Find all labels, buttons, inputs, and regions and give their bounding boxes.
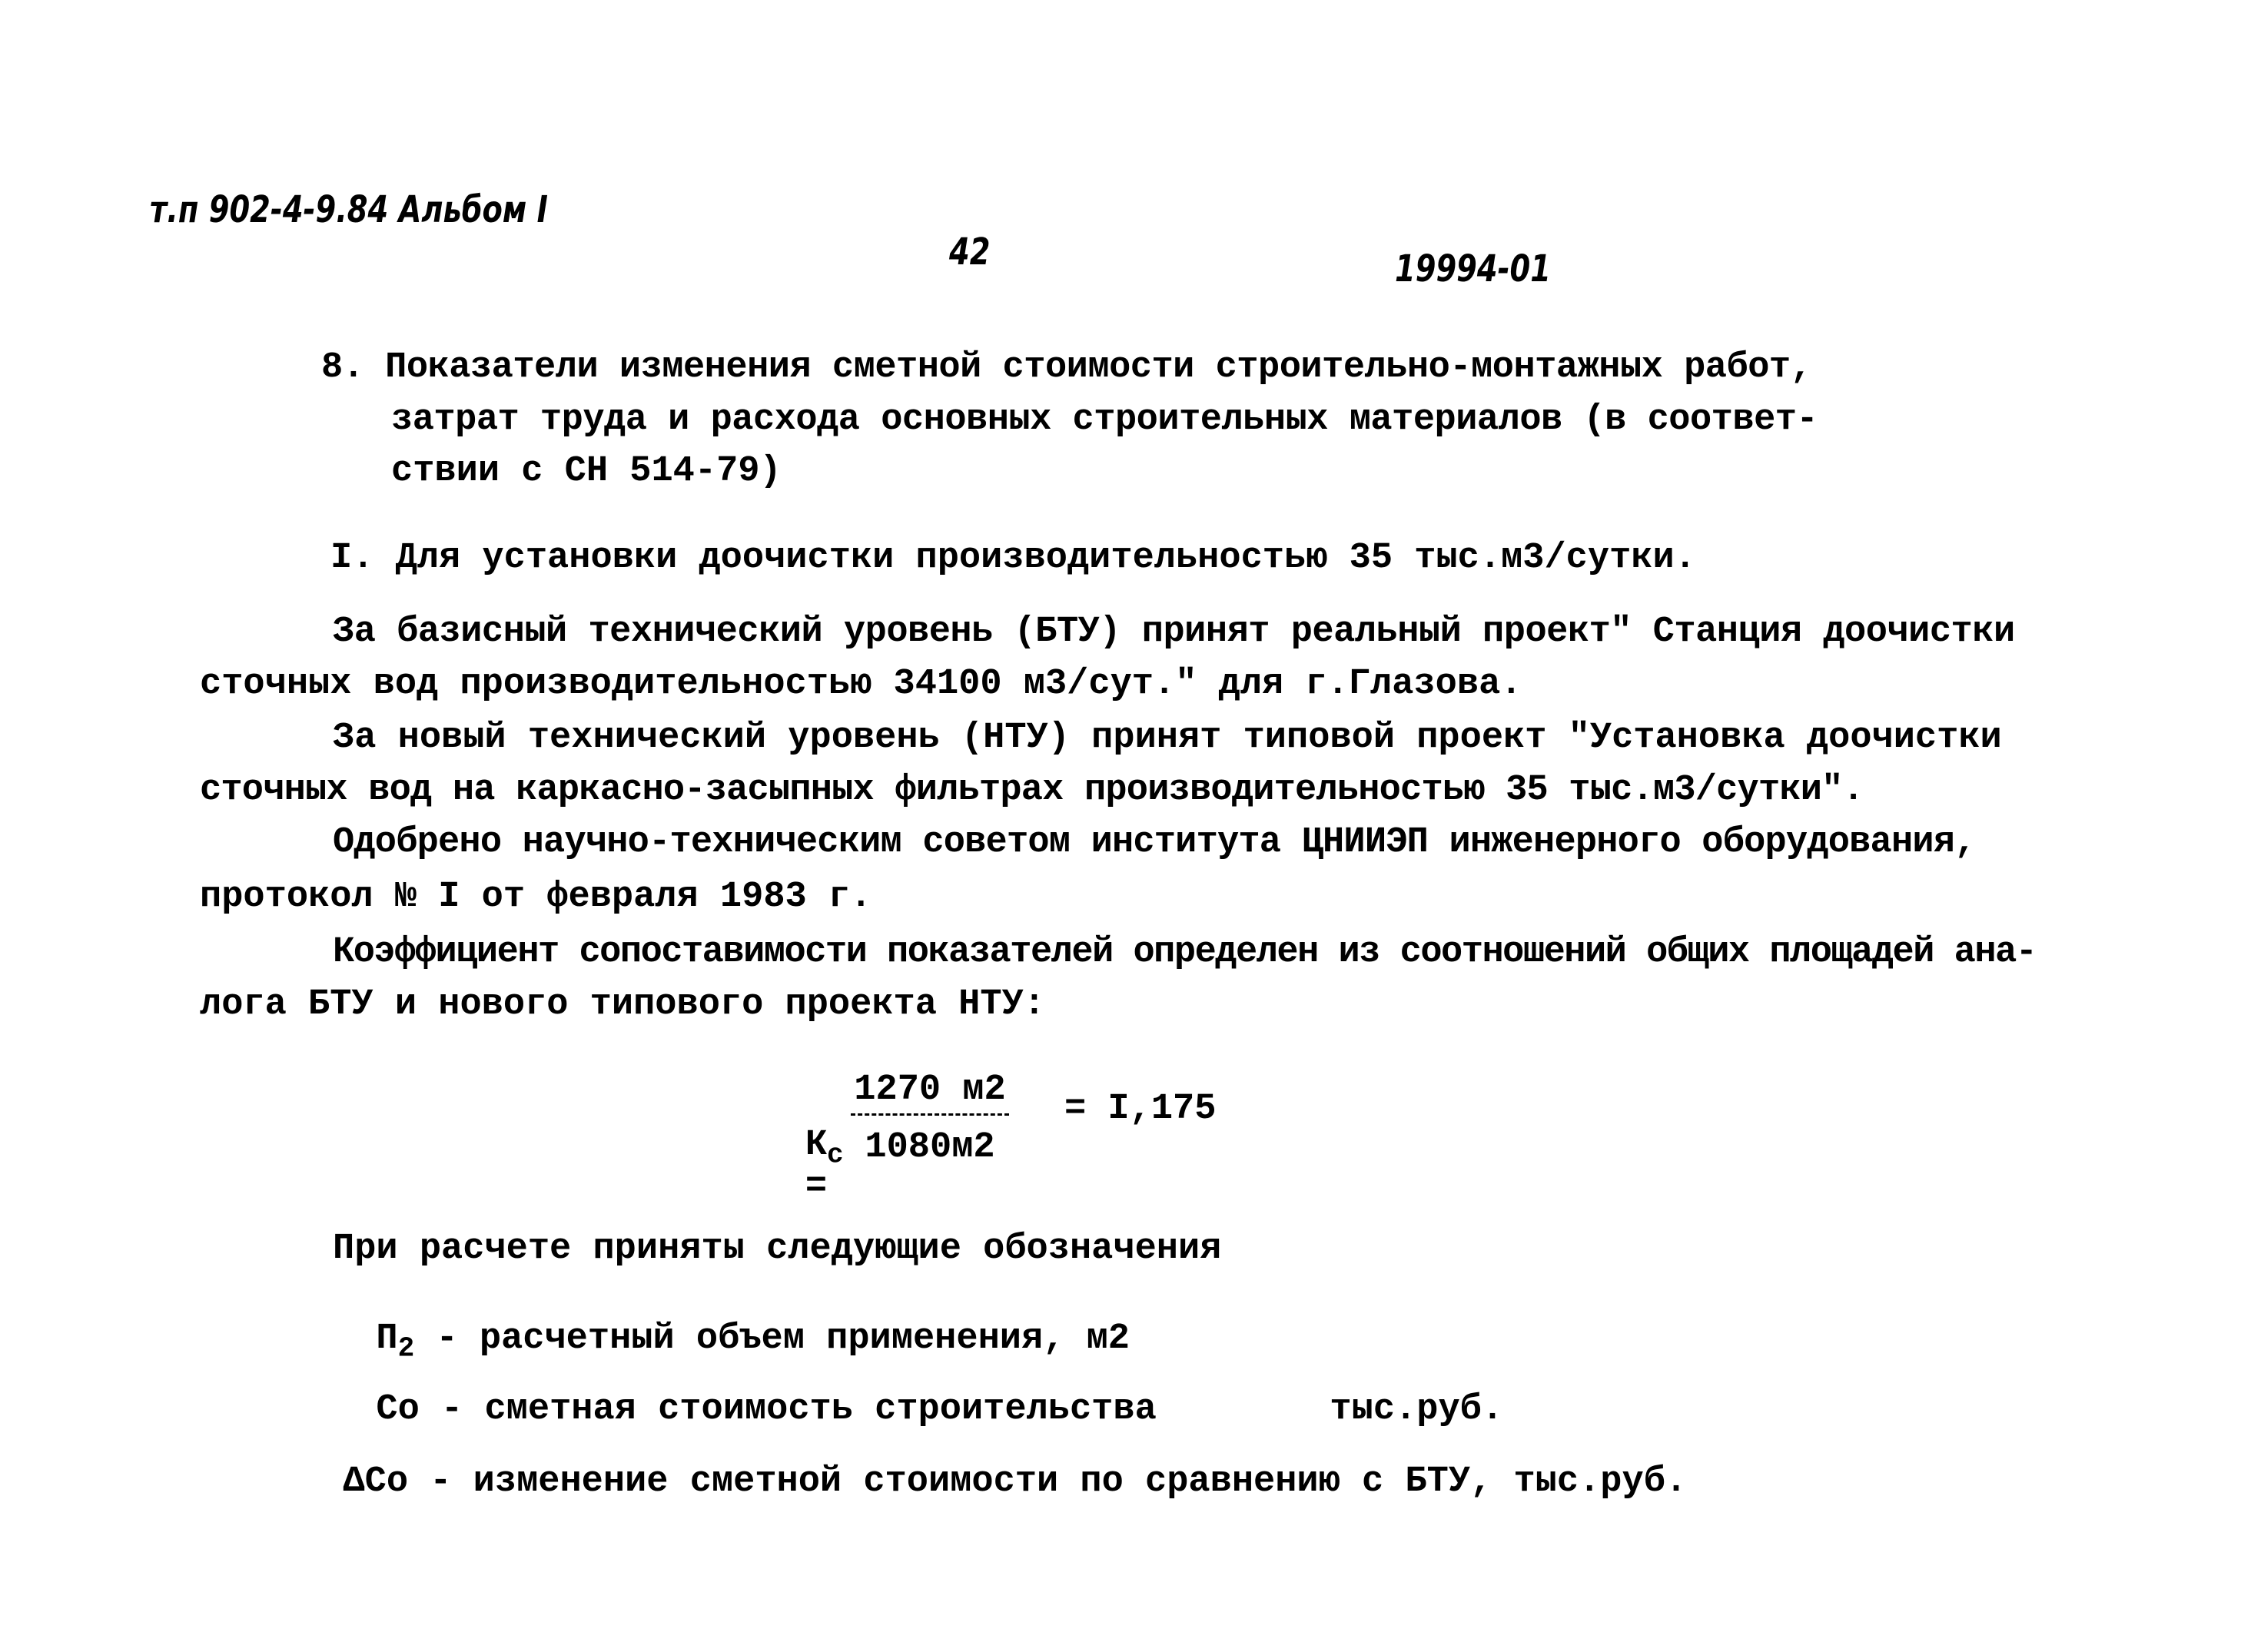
- formula-numerator: 1270 м2: [851, 1070, 1008, 1116]
- body-line: сточных вод на каркасно-засыпных фильтрах производительностью 35 тыс.м3/сутки".: [200, 770, 1864, 811]
- legend-text: - сметная стоимость строительства тыс.руб.: [419, 1389, 1504, 1430]
- formula-result: = I,175: [1064, 1089, 1217, 1130]
- section-title-line-1: 8. Показатели изменения сметной стоимости строительно-монтажных работ,: [321, 347, 1812, 388]
- body-line: За новый технический уровень (НТУ) принят типовой проект "Установка доочистки: [333, 718, 2002, 758]
- album-reference: т.п 902-4-9.84 Альбом I: [150, 188, 548, 231]
- legend-item: [300, 1428, 1687, 1500]
- legend-subscript: 2: [397, 1332, 415, 1365]
- legend-text: - изменение сметной стоимости по сравнению с БТУ, тыс.руб.: [408, 1461, 1688, 1502]
- formula-subscript: с: [827, 1139, 844, 1171]
- page-number: 42: [949, 231, 991, 274]
- body-line: За базисный технический уровень (БТУ) принят реальный проект" Станция доочистки: [333, 612, 2015, 652]
- body-line: Коэффициент сопоставимости показателей определен из соотношений общих площадей ана-: [333, 932, 2037, 973]
- legend-intro: При расчете приняты следующие обозначения: [333, 1229, 1222, 1269]
- section-title-line-2: затрат труда и расхода основных строительных материалов (в соответ-: [391, 400, 1818, 440]
- legend-symbol: Со: [376, 1389, 420, 1430]
- formula-symbol: К: [805, 1125, 828, 1166]
- document-code: 19994-01: [1395, 247, 1551, 290]
- subsection-heading: I. Для установки доочистки производительностью 35 тыс.м3/сутки.: [330, 538, 1696, 579]
- formula-equals: =: [805, 1166, 828, 1208]
- body-line: протокол № I от февраля 1983 г.: [200, 877, 872, 917]
- body-line: Одобрено научно-техническим советом института ЦНИИЭП инженерного оборудования,: [333, 822, 1976, 863]
- section-title-line-3: ствии с СН 514-79): [391, 451, 782, 492]
- legend-item: [333, 1285, 1130, 1365]
- body-line: лога БТУ и нового типового проекта НТУ:: [200, 984, 1045, 1025]
- body-line: сточных вод производительностью 34100 м3/сут." для г.Глазова.: [200, 664, 1522, 705]
- legend-symbol: П: [376, 1319, 398, 1359]
- legend-symbol: ΔСо: [343, 1461, 409, 1502]
- legend-text: - расчетный объем применения, м2: [414, 1319, 1130, 1359]
- formula-denominator: 1080м2: [865, 1127, 995, 1168]
- legend-item: [333, 1355, 1503, 1428]
